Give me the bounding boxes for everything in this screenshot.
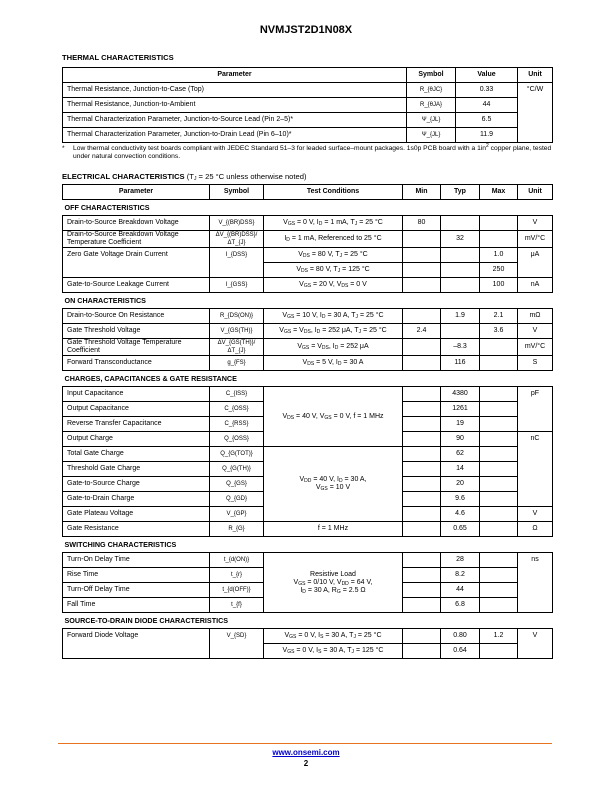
max-cell	[480, 339, 518, 356]
symbol-cell: Q_{GS}	[210, 477, 264, 492]
thermal-col-header: Unit	[518, 68, 553, 83]
parameter-cell: Fall Time	[63, 598, 210, 613]
symbol-cell: Q_{G(TH)}	[210, 462, 264, 477]
electrical-header-row	[63, 185, 553, 200]
parameter-cell: Gate Threshold Voltage Temperature Coefficient	[63, 339, 210, 356]
parameter-cell: Reverse Transfer Capacitance	[63, 417, 210, 432]
min-cell	[403, 492, 441, 507]
max-cell	[480, 522, 518, 537]
typ-cell: 1.9	[441, 309, 480, 324]
parameter-cell: Turn-On Delay Time	[63, 553, 210, 568]
symbol-cell: Ψ_{JL}	[407, 128, 456, 143]
symbol-cell: I_{DSS}	[210, 248, 264, 278]
table-row	[63, 356, 553, 371]
typ-cell: 62	[441, 447, 480, 462]
max-cell	[480, 492, 518, 507]
typ-cell: 90	[441, 432, 480, 447]
table-row	[63, 447, 553, 462]
symbol-cell: Q_{GD}	[210, 492, 264, 507]
test-conditions-cell: $V_{GS} = 20$ V, $V_{DS} = 0$ V	[264, 278, 403, 293]
parameter-cell: Drain-to-Source Breakdown Voltage	[63, 216, 210, 231]
max-cell: 3.6	[480, 324, 518, 339]
section-heading-row	[63, 293, 553, 309]
test-conditions-cell: $V_{DS} = 5$ V, $I_D = 30$ A	[264, 356, 403, 371]
max-cell	[480, 356, 518, 371]
symbol-cell: R_{G}	[210, 522, 264, 537]
typ-cell	[441, 248, 480, 263]
symbol-cell: t_{r}	[210, 568, 264, 583]
unit-cell: °C/W	[518, 83, 553, 143]
unit-cell: μA	[518, 248, 553, 278]
symbol-cell: V_{SD}	[210, 629, 264, 659]
parameter-cell: Drain-to-Source Breakdown Voltage Temperature Coefficient	[63, 231, 210, 248]
thermal-header-row	[63, 68, 553, 83]
section-heading: SWITCHING CHARACTERISTICS	[64, 539, 177, 549]
unit-cell: nC	[518, 432, 553, 507]
max-cell	[480, 477, 518, 492]
unit-cell: V	[518, 216, 553, 231]
electrical-heading-note: ($T_J = 25$ °C unless otherwise noted)	[186, 172, 307, 182]
min-cell	[403, 583, 441, 598]
unit-cell: pF	[518, 387, 553, 432]
unit-cell: Ω	[518, 522, 553, 537]
max-cell: 1.0	[480, 248, 518, 263]
section-heading-row	[63, 613, 553, 629]
max-cell	[480, 216, 518, 231]
min-cell	[403, 309, 441, 324]
typ-cell: 32	[441, 231, 480, 248]
parameter-cell: Forward Transconductance	[63, 356, 210, 371]
electrical-col-header: Typ	[441, 185, 480, 200]
symbol-cell: C_{ISS}	[210, 387, 264, 402]
parameter-cell: Thermal Characterization Parameter, Junction-to-Source Lead (Pin 2–5)*	[63, 113, 407, 128]
symbol-cell: g_{FS}	[210, 356, 264, 371]
value-cell: 44	[456, 98, 518, 113]
typ-cell: 9.6	[441, 492, 480, 507]
footnote-mark: *	[62, 145, 65, 152]
parameter-cell: Output Charge	[63, 432, 210, 447]
symbol-cell: V_{GS(TH)}	[210, 324, 264, 339]
section-heading: CHARGES, CAPACITANCES & GATE RESISTANCE	[64, 373, 237, 383]
unit-cell: V	[518, 629, 553, 659]
test-conditions-cell: $V_{GS} = 0$ V, $I_D = 1$ mA, $T_J = 25$ °C	[264, 216, 403, 231]
symbol-cell: R_{θJC}	[407, 83, 456, 98]
unit-cell: S	[518, 356, 553, 371]
typ-cell: 44	[441, 583, 480, 598]
unit-cell: mV/°C	[518, 231, 553, 248]
typ-cell: 116	[441, 356, 480, 371]
max-cell	[480, 417, 518, 432]
symbol-cell: V_{GP}	[210, 507, 264, 522]
symbol-cell: t_{d(OFF)}	[210, 583, 264, 598]
max-cell	[480, 387, 518, 402]
typ-cell: 19	[441, 417, 480, 432]
test-conditions-cell: $I_D = 1$ mA, Referenced to 25 °C	[264, 231, 403, 248]
section-heading-row	[63, 371, 553, 387]
symbol-cell: Ψ_{JL}	[407, 113, 456, 128]
section-heading-row	[63, 537, 553, 553]
table-row	[63, 248, 553, 263]
parameter-cell: Zero Gate Voltage Drain Current	[63, 248, 210, 278]
value-cell: 0.33	[456, 83, 518, 98]
document-title: NVMJST2D1N08X	[259, 24, 353, 36]
parameter-cell: Gate Plateau Voltage	[63, 507, 210, 522]
min-cell	[403, 568, 441, 583]
thermal-heading: THERMAL CHARACTERISTICS	[62, 53, 174, 62]
min-cell	[403, 598, 441, 613]
min-cell	[403, 231, 441, 248]
table-row	[63, 83, 553, 98]
min-cell	[403, 248, 441, 263]
max-cell	[480, 432, 518, 447]
max-cell	[480, 507, 518, 522]
parameter-cell: Gate Resistance	[63, 522, 210, 537]
parameter-cell: Rise Time	[63, 568, 210, 583]
typ-cell	[441, 324, 480, 339]
unit-cell: ns	[518, 553, 553, 613]
page-number: 2	[303, 759, 309, 768]
electrical-col-header: Min	[403, 185, 441, 200]
unit-cell: mΩ	[518, 309, 553, 324]
parameter-cell: Forward Diode Voltage	[63, 629, 210, 659]
symbol-cell: C_{RSS}	[210, 417, 264, 432]
min-cell	[403, 417, 441, 432]
typ-cell	[441, 216, 480, 231]
parameter-cell: Output Capacitance	[63, 402, 210, 417]
test-conditions-cell: $V_{GS} = 0$ V, $I_S = 30$ A, $T_J = 25$ °C	[264, 629, 403, 644]
parameter-cell: Thermal Characterization Parameter, Junction-to-Drain Lead (Pin 6–10)*	[63, 128, 407, 143]
min-cell	[403, 553, 441, 568]
min-cell	[403, 263, 441, 278]
min-cell	[403, 432, 441, 447]
typ-cell: –8.3	[441, 339, 480, 356]
test-conditions-cell: f = 1 MHz	[264, 522, 403, 537]
test-conditions-cell: $V_{GS} = V_{DS}$, $I_D = 252$ μA	[264, 339, 403, 356]
thermal-col-header: Symbol	[407, 68, 456, 83]
table-row	[63, 339, 553, 356]
table-row	[63, 324, 553, 339]
max-cell	[480, 568, 518, 583]
table-row	[63, 553, 553, 568]
typ-cell: 4.6	[441, 507, 480, 522]
symbol-cell: Q_{G(TOT)}	[210, 447, 264, 462]
typ-cell: 0.65	[441, 522, 480, 537]
website-link[interactable]: www.onsemi.com	[272, 748, 340, 757]
unit-cell: V	[518, 507, 553, 522]
parameter-cell: Threshold Gate Charge	[63, 462, 210, 477]
table-row	[63, 231, 553, 248]
symbol-cell: V_{(BR)DSS}	[210, 216, 264, 231]
parameter-cell: Total Gate Charge	[63, 447, 210, 462]
symbol-cell: R_{θJA}	[407, 98, 456, 113]
min-cell: 80	[403, 216, 441, 231]
thermal-col-header: Value	[456, 68, 518, 83]
test-conditions-cell: $V_{GS} = 10$ V, $I_D = 30$ A, $T_J = 25$ °C	[264, 309, 403, 324]
table-row	[63, 216, 553, 231]
typ-cell: 28	[441, 553, 480, 568]
parameter-cell: Thermal Resistance, Junction-to-Ambient	[63, 98, 407, 113]
symbol-cell: ΔV_{GS(TH)}/ΔT_{J}	[210, 339, 264, 356]
electrical-table	[62, 184, 553, 659]
parameter-cell: Gate-to-Source Charge	[63, 477, 210, 492]
min-cell	[403, 644, 441, 659]
symbol-cell: t_{d(ON)}	[210, 553, 264, 568]
table-row	[63, 522, 553, 537]
electrical-col-header: Unit	[518, 185, 553, 200]
max-cell: 1.2	[480, 629, 518, 644]
parameter-cell: Turn-Off Delay Time	[63, 583, 210, 598]
table-row	[63, 113, 553, 128]
max-cell	[480, 598, 518, 613]
thermal-table	[62, 67, 553, 143]
test-conditions-cell: $V_{GS} = 0$ V, $I_S = 30$ A, $T_J = 125$ °C	[264, 644, 403, 659]
max-cell: 2.1	[480, 309, 518, 324]
symbol-cell: ΔV_{(BR)DSS}/ ΔT_{J}	[210, 231, 264, 248]
parameter-cell: Gate-to-Drain Charge	[63, 492, 210, 507]
max-cell	[480, 644, 518, 659]
footer-divider	[58, 743, 552, 744]
max-cell: 100	[480, 278, 518, 293]
value-cell: 11.9	[456, 128, 518, 143]
typ-cell	[441, 263, 480, 278]
typ-cell: 14	[441, 462, 480, 477]
parameter-cell: Drain-to-Source On Resistance	[63, 309, 210, 324]
max-cell	[480, 447, 518, 462]
min-cell	[403, 447, 441, 462]
max-cell	[480, 583, 518, 598]
typ-cell: 0.80	[441, 629, 480, 644]
test-conditions-cell: $V_{DS} = 80$ V, $T_J = 25$ °C	[264, 248, 403, 263]
unit-cell: mV/°C	[518, 339, 553, 356]
parameter-cell: Gate Threshold Voltage	[63, 324, 210, 339]
symbol-cell: R_{DS(ON)}	[210, 309, 264, 324]
unit-cell: V	[518, 324, 553, 339]
typ-cell: 0.64	[441, 644, 480, 659]
min-cell: 2.4	[403, 324, 441, 339]
table-row	[63, 128, 553, 143]
typ-cell: 20	[441, 477, 480, 492]
min-cell	[403, 462, 441, 477]
min-cell	[403, 402, 441, 417]
electrical-col-header: Max	[480, 185, 518, 200]
test-conditions-cell: $V_{DS} = 80$ V, $T_J = 125$ °C	[264, 263, 403, 278]
symbol-cell: I_{GSS}	[210, 278, 264, 293]
table-row	[63, 98, 553, 113]
symbol-cell: Q_{OSS}	[210, 432, 264, 447]
max-cell: 250	[480, 263, 518, 278]
min-cell	[403, 339, 441, 356]
section-heading: SOURCE-TO-DRAIN DIODE CHARACTERISTICS	[64, 615, 229, 625]
parameter-cell: Input Capacitance	[63, 387, 210, 402]
parameter-cell: Gate-to-Source Leakage Current	[63, 278, 210, 293]
electrical-heading-title: ELECTRICAL CHARACTERISTICS	[62, 172, 185, 181]
symbol-cell: t_{f}	[210, 598, 264, 613]
min-cell	[403, 507, 441, 522]
electrical-col-header: Test Conditions	[264, 185, 403, 200]
value-cell: 6.5	[456, 113, 518, 128]
table-row	[63, 629, 553, 644]
table-row	[63, 309, 553, 324]
thermal-col-header: Parameter	[63, 68, 407, 83]
test-conditions-cell: $V_{DS} = 40$ V, $V_{GS} = 0$ V, f = 1 MHz	[264, 387, 403, 447]
symbol-cell: C_{OSS}	[210, 402, 264, 417]
min-cell	[403, 278, 441, 293]
thermal-footnote	[62, 145, 556, 161]
typ-cell	[441, 278, 480, 293]
min-cell	[403, 387, 441, 402]
typ-cell: 1261	[441, 402, 480, 417]
section-heading-row	[63, 200, 553, 216]
min-cell	[403, 629, 441, 644]
electrical-col-header: Symbol	[210, 185, 264, 200]
typ-cell: 8.2	[441, 568, 480, 583]
max-cell	[480, 553, 518, 568]
max-cell	[480, 231, 518, 248]
unit-cell: nA	[518, 278, 553, 293]
electrical-heading	[62, 172, 306, 181]
max-cell	[480, 402, 518, 417]
min-cell	[403, 356, 441, 371]
section-heading: ON CHARACTERISTICS	[64, 295, 146, 305]
min-cell	[403, 522, 441, 537]
table-row	[63, 278, 553, 293]
test-conditions-cell: Resistive Load $V_{GS} = 0/10$ V, $V_{DD} = 64$ V, $I_D = 30$ A, $R_G = 2.5$ Ω	[264, 553, 403, 613]
test-conditions-cell: $V_{DD} = 40$ V, $I_D = 30$ A, $V_{GS} = 10$ V	[264, 447, 403, 522]
typ-cell: 4380	[441, 387, 480, 402]
typ-cell: 6.8	[441, 598, 480, 613]
footnote-text: Low thermal conductivity test boards compliant with JEDEC Standard 51–3 for leaded surface–mount packages. 1s0p PCB board with a $1in^2$ copper plane, tested under natural convection conditions.	[73, 143, 552, 160]
min-cell	[403, 477, 441, 492]
section-heading: OFF CHARACTERISTICS	[64, 202, 150, 212]
max-cell	[480, 462, 518, 477]
electrical-col-header: Parameter	[63, 185, 210, 200]
parameter-cell: Thermal Resistance, Junction-to-Case (Top)	[63, 83, 407, 98]
test-conditions-cell: $V_{GS} = V_{DS}$, $I_D = 252$ μA, $T_J = 25$ °C	[264, 324, 403, 339]
table-row	[63, 387, 553, 402]
